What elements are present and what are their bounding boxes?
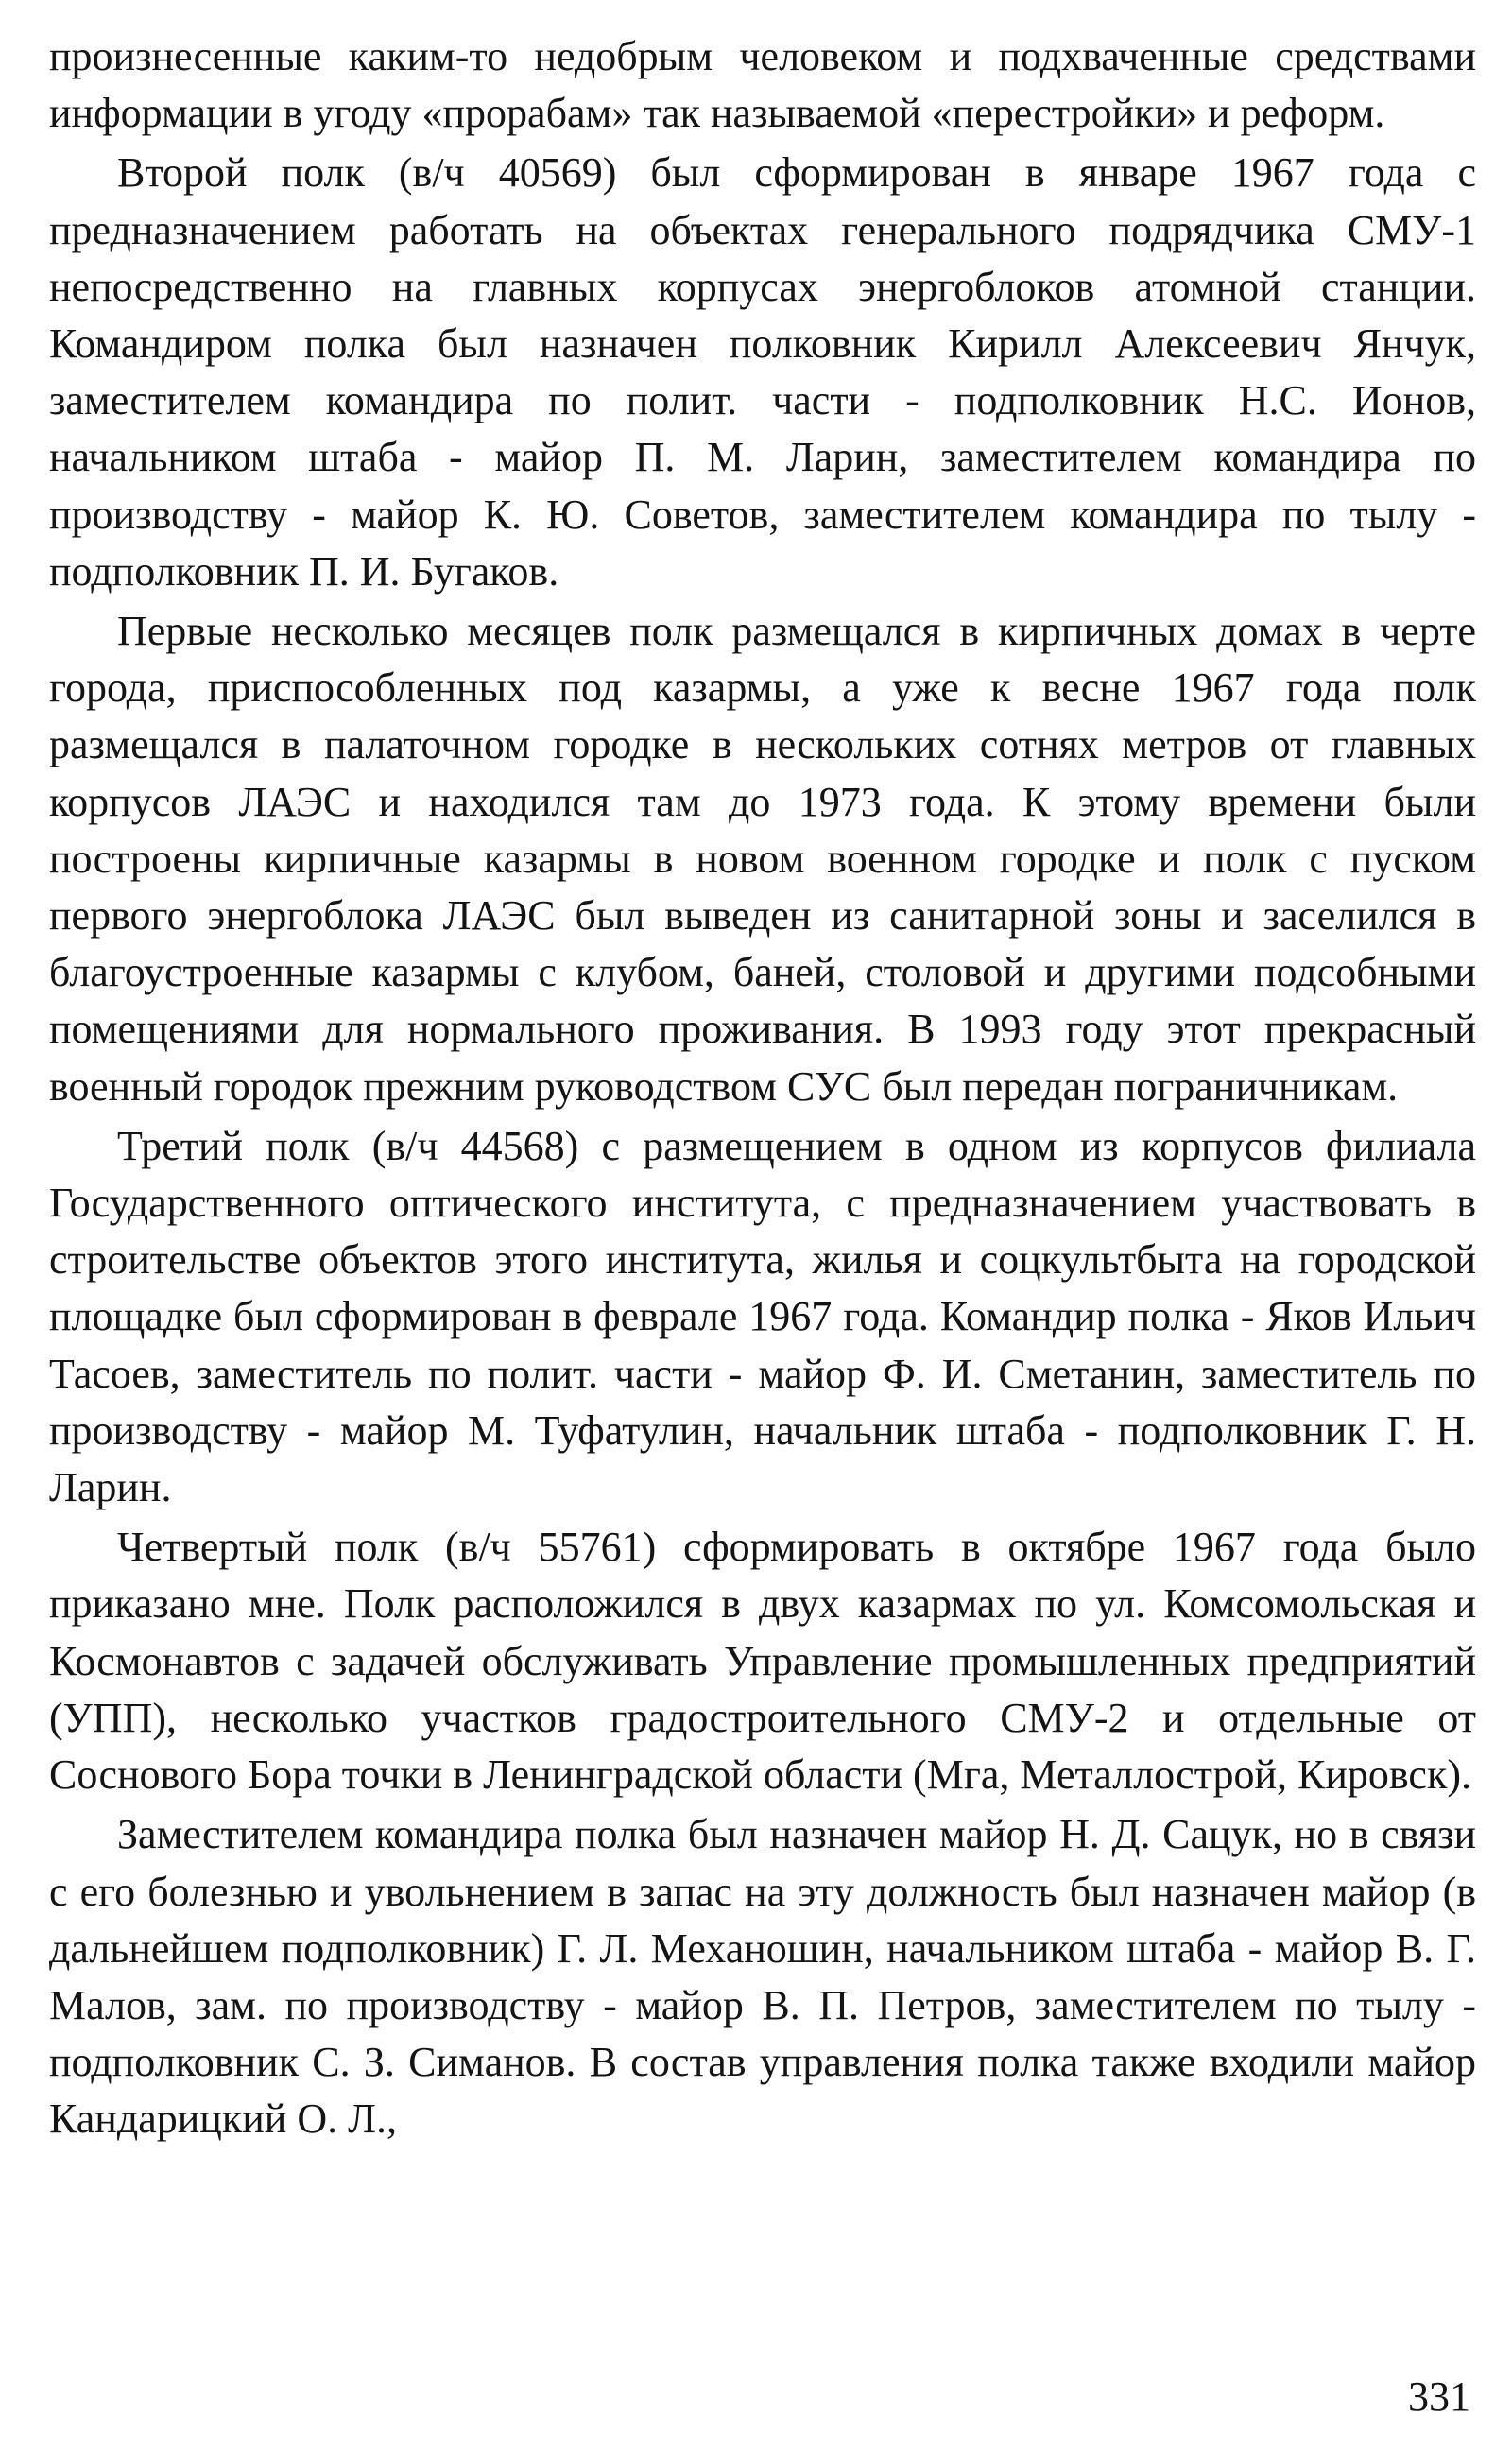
paragraph-deputy-commander: Заместителем командира полка был назначен майор Н. Д. Сацук, но в связи с его болезнью и увольнением в запас на эту должность был назначен майор (в дальнейшем подполковник) Г. Л. Механошин, начальником штаба - майор В. Г. Малов, зам. по производству - майор В. П. Петров, заместителем по тылу - подполковник С. З. Симанов. В состав управления полка также входили майор Кандарицкий О. Л.,: [49, 1811, 1476, 2143]
page-text: [49, 28, 1476, 2151]
paragraph-fourth-regiment: Четвертый полк (в/ч 55761) сформировать в октябре 1967 года было приказано мне. Полк расположился в двух казармах по ул. Комсомольская и Космонавтов с задачей обслуживать Управление промышленных предприятий (УПП), несколько участков градостроительного СМУ-2 и отдельные от Соснового Бора точки в Ленинградской области (Мга, Металлострой, Кировск).: [49, 1524, 1476, 1799]
paragraph-first-months: Первые несколько месяцев полк размещался в кирпичных домах в черте города, приспособленных под казармы, а уже к весне 1967 года полк размещался в палаточном городке в нескольких сотнях метров от главных корпусов ЛАЭС и находился там до 1973 года. К этому времени были построены кирпичные казармы в новом военном городке и полк с пуском первого энергоблока ЛАЭС был выведен из санитарной зоны и заселился в благоустроенные казармы с клубом, баней, столовой и другими подсобными помещениями для нормального проживания. В 1993 году этот прекрасный военный городок прежним руководством СУС был передан пограничникам.: [49, 608, 1476, 1110]
page-number: 331: [1408, 2373, 1470, 2420]
paragraph-second-regiment: Второй полк (в/ч 40569) был сформирован в январе 1967 года с предназначением работать на объектах генерального подрядчика СМУ-1 непосредственно на главных корпусах энергоблоков атомной станции. Командиром полка был назначен полковник Кирилл Алексеевич Янчук, заместителем командира по полит. части - подполковник Н.С. Ионов, начальником штаба - майор П. М. Ларин, заместителем командира по производству - майор К. Ю. Советов, заместителем командира по тылу - подполковник П. И. Бугаков.: [49, 149, 1476, 595]
paragraph-continuation: произнесенные каким-то недобрым человеком и подхваченные средствами информации в угоду «прорабам» так называемой «перестройки» и реформ.: [49, 33, 1476, 137]
paragraph-third-regiment: Третий полк (в/ч 44568) с размещением в одном из корпусов филиала Государственного оптического института, с предназначением участвовать в строительстве объектов этого института, жилья и соцкультбыта на городской площадке был сформирован в феврале 1967 года. Командир полка - Яков Ильич Тасоев, заместитель по полит. части - майор Ф. И. Сметанин, заместитель по производству - майор М. Туфатулин, начальник штаба - подполковник Г. Н. Ларин.: [49, 1122, 1476, 1511]
